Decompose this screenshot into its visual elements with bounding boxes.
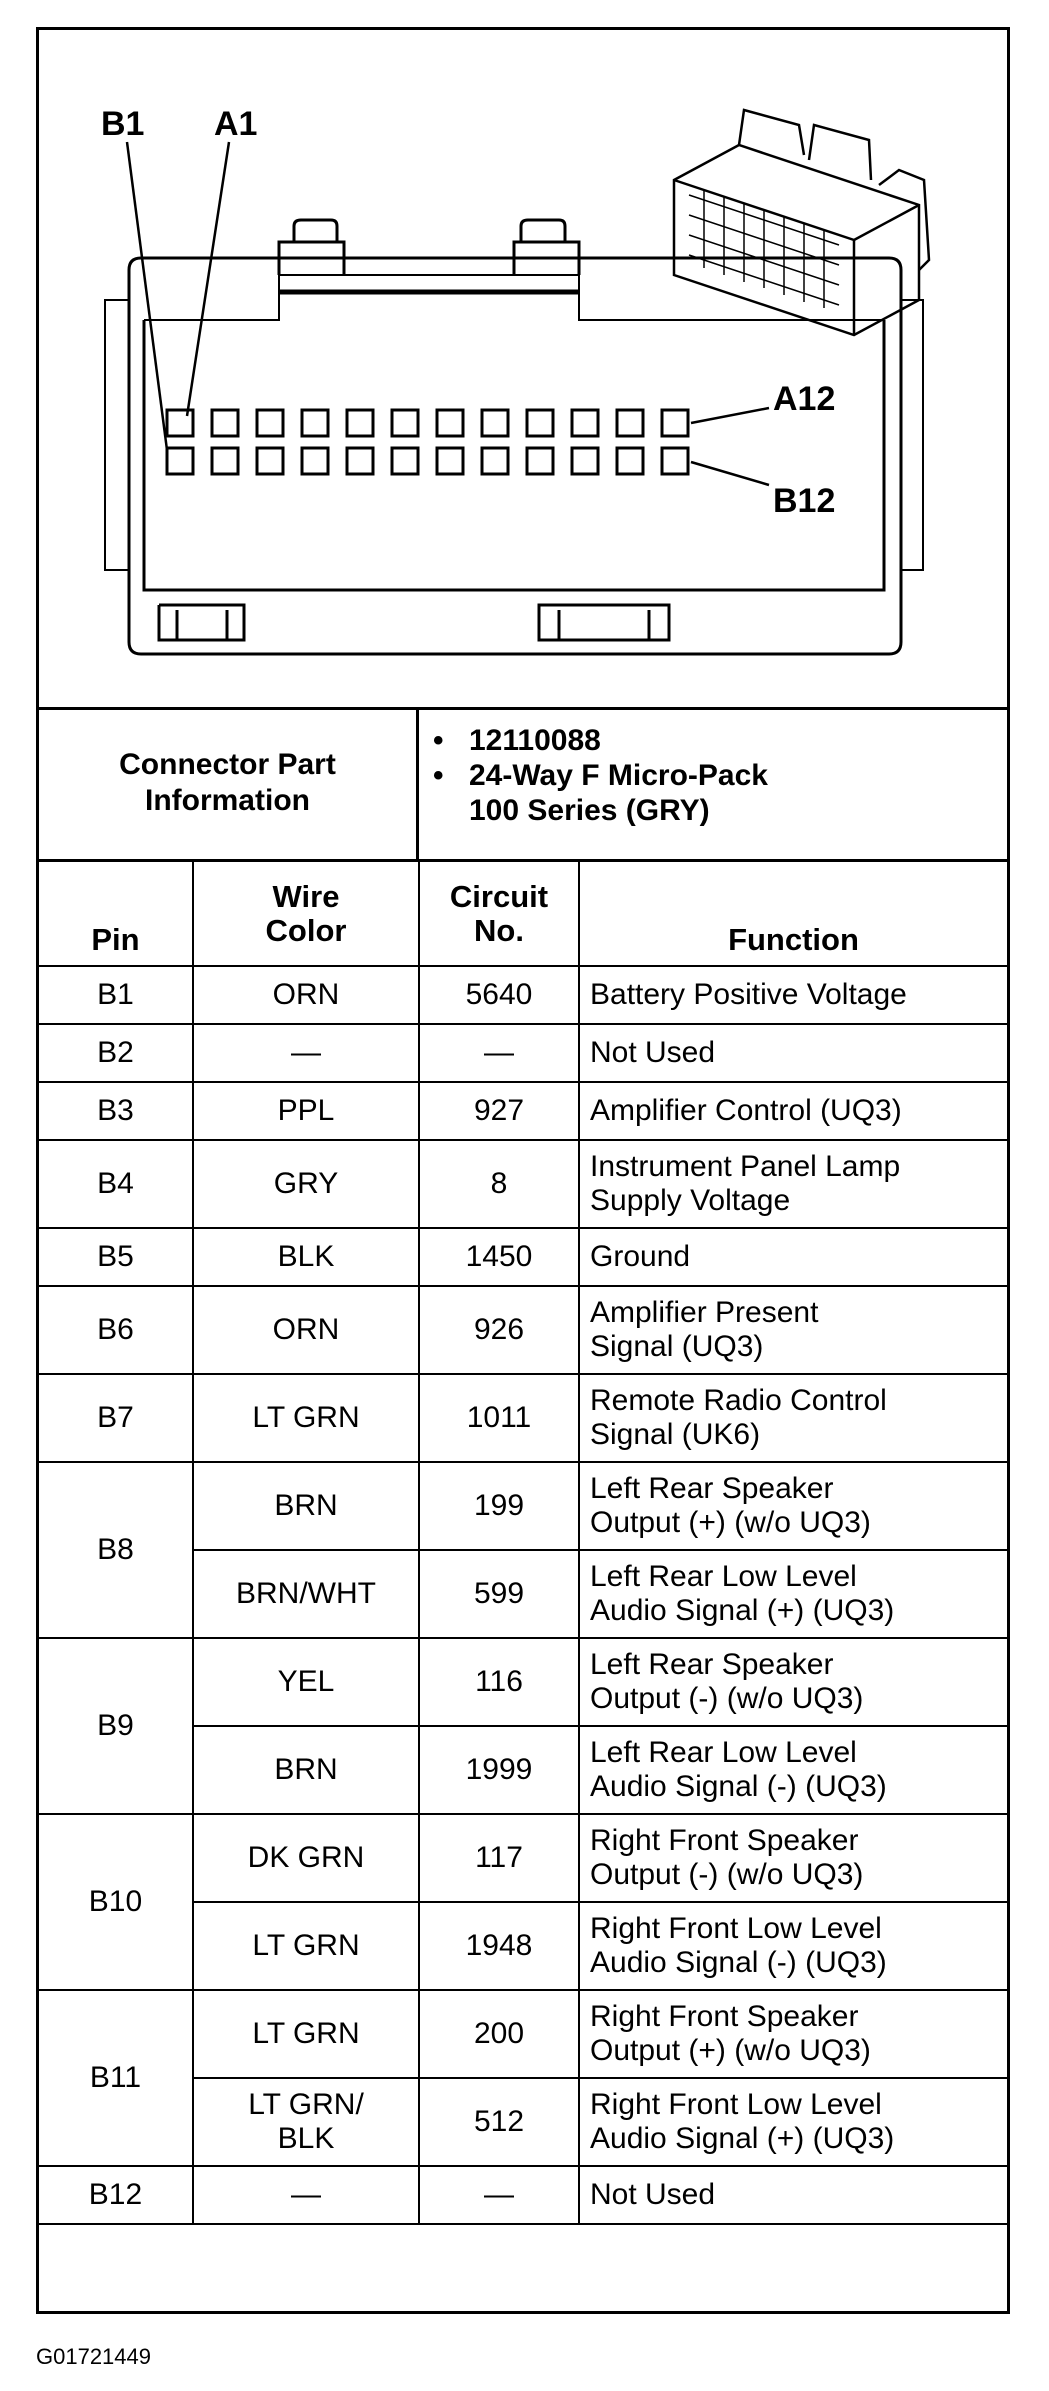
function-line1: Left Rear Speaker xyxy=(590,1648,834,1681)
table-header-row xyxy=(39,862,1007,966)
cell-circuit: 8 xyxy=(419,1140,579,1228)
cell-pin: B1 xyxy=(39,966,193,1024)
function-line2: Supply Voltage xyxy=(590,1184,791,1217)
cell-function xyxy=(579,2078,1007,2166)
part-description xyxy=(469,758,1007,828)
cell-circuit: 116 xyxy=(419,1638,579,1726)
table-row xyxy=(39,2166,1007,2224)
function-line1: Right Front Low Level xyxy=(590,1912,882,1945)
caption-line2: Information xyxy=(144,784,310,817)
caption-line1: Connector Part xyxy=(119,748,336,781)
part-number: • 12110088 xyxy=(469,723,1007,758)
cell-wire: ORN xyxy=(193,1286,419,1374)
function-line1: Left Rear Speaker xyxy=(590,1472,834,1505)
header-wire-line2: Color xyxy=(265,912,347,948)
function-line1: Amplifier Control (UQ3) xyxy=(590,1094,902,1127)
cell-circuit: 927 xyxy=(419,1082,579,1140)
table-row xyxy=(39,1638,1007,1726)
connector-part-info xyxy=(39,707,1007,862)
cell-wire: BRN xyxy=(193,1462,419,1550)
function-line1: Right Front Speaker xyxy=(590,1824,859,1857)
cell-function xyxy=(579,1462,1007,1550)
cell-function xyxy=(579,1228,1007,1286)
label-a1: A1 xyxy=(214,105,258,143)
cell-function xyxy=(579,1726,1007,1814)
header-circuit xyxy=(419,862,579,966)
cell-function xyxy=(579,1374,1007,1462)
label-b12: B12 xyxy=(773,482,836,520)
cell-wire: BRN/WHT xyxy=(193,1550,419,1638)
header-wire-color xyxy=(193,862,419,966)
function-line1: Left Rear Low Level xyxy=(590,1736,857,1769)
function-line1: Instrument Panel Lamp xyxy=(590,1150,901,1183)
cell-circuit: 5640 xyxy=(419,966,579,1024)
function-line2: Output (-) (w/o UQ3) xyxy=(590,1858,864,1891)
cell-function xyxy=(579,1638,1007,1726)
cell-wire: — xyxy=(193,2166,419,2224)
cell-wire: LT GRN xyxy=(193,1374,419,1462)
label-b1: B1 xyxy=(101,105,145,143)
cell-circuit: 926 xyxy=(419,1286,579,1374)
table-row xyxy=(39,1462,1007,1550)
function-line2: Output (+) (w/o UQ3) xyxy=(590,1506,871,1539)
cell-pin: B4 xyxy=(39,1140,193,1228)
cell-pin: B8 xyxy=(39,1462,193,1638)
cell-wire: PPL xyxy=(193,1082,419,1140)
cell-function xyxy=(579,1024,1007,1082)
cell-circuit: 1450 xyxy=(419,1228,579,1286)
function-line2: Signal (UQ3) xyxy=(590,1330,764,1363)
function-line1: Not Used xyxy=(590,1036,716,1069)
function-line1: Not Used xyxy=(590,2178,716,2211)
part-info-caption xyxy=(39,707,419,859)
table-row xyxy=(39,1228,1007,1286)
cell-pin: B5 xyxy=(39,1228,193,1286)
connector-diagram xyxy=(39,30,1007,710)
function-line1: Left Rear Low Level xyxy=(590,1560,857,1593)
table-row xyxy=(39,1024,1007,1082)
function-line1: Right Front Low Level xyxy=(590,2088,882,2121)
function-line2: Audio Signal (-) (UQ3) xyxy=(590,1770,887,1803)
function-line1: Ground xyxy=(590,1240,691,1273)
function-line2: Signal (UK6) xyxy=(590,1418,761,1451)
table-row xyxy=(39,1286,1007,1374)
table-row xyxy=(39,1082,1007,1140)
cell-function xyxy=(579,1990,1007,2078)
cell-wire: LT GRN xyxy=(193,1990,419,2078)
cell-pin: B7 xyxy=(39,1374,193,1462)
cell-function xyxy=(579,1286,1007,1374)
table-row xyxy=(39,1374,1007,1462)
function-line2: Output (-) (w/o UQ3) xyxy=(590,1682,864,1715)
cell-wire: LT GRN xyxy=(193,1902,419,1990)
cell-pin: B12 xyxy=(39,2166,193,2224)
cell-function xyxy=(579,1082,1007,1140)
cell-pin: B9 xyxy=(39,1638,193,1814)
cell-function xyxy=(579,1902,1007,1990)
header-wire-line1: Wire xyxy=(272,878,340,914)
cell-circuit: 199 xyxy=(419,1462,579,1550)
cell-pin: B11 xyxy=(39,1990,193,2166)
function-line2: Audio Signal (+) (UQ3) xyxy=(590,2122,895,2155)
cell-pin: B6 xyxy=(39,1286,193,1374)
cell-pin: B2 xyxy=(39,1024,193,1082)
cell-function xyxy=(579,966,1007,1024)
cell-wire: ORN xyxy=(193,966,419,1024)
cell-circuit: — xyxy=(419,2166,579,2224)
function-line2: Output (+) (w/o UQ3) xyxy=(590,2034,871,2067)
connector-face-drawing xyxy=(39,30,1007,710)
function-line2: Audio Signal (-) (UQ3) xyxy=(590,1946,887,1979)
cell-wire: GRY xyxy=(193,1140,419,1228)
description-line1: 24-Way F Micro-Pack xyxy=(469,759,768,792)
function-line1: Amplifier Present xyxy=(590,1296,819,1329)
cell-circuit: 599 xyxy=(419,1550,579,1638)
connector-sheet xyxy=(36,27,1010,2314)
header-function: Function xyxy=(579,862,1007,966)
cell-circuit: 1948 xyxy=(419,1902,579,1990)
cell-wire: BRN xyxy=(193,1726,419,1814)
cell-circuit: 512 xyxy=(419,2078,579,2166)
table-row xyxy=(39,966,1007,1024)
cell-wire: — xyxy=(193,1024,419,1082)
cell-function xyxy=(579,1140,1007,1228)
function-line1: Battery Positive Voltage xyxy=(590,978,907,1011)
cell-circuit: — xyxy=(419,1024,579,1082)
header-circuit-line1: Circuit xyxy=(449,878,549,914)
cell-circuit: 1011 xyxy=(419,1374,579,1462)
cell-wire: LT GRN/ BLK xyxy=(193,2078,419,2166)
table-row xyxy=(39,1990,1007,2078)
cell-pin: B10 xyxy=(39,1814,193,1990)
table-row xyxy=(39,1140,1007,1228)
part-info-values xyxy=(419,707,1007,859)
cell-wire: BLK xyxy=(193,1228,419,1286)
description-line2: 100 Series (GRY) xyxy=(469,794,710,827)
pinout-table xyxy=(39,862,1007,2225)
cell-function xyxy=(579,2166,1007,2224)
function-line2: Audio Signal (+) (UQ3) xyxy=(590,1594,895,1627)
header-circuit-line2: No. xyxy=(474,912,524,948)
label-a12: A12 xyxy=(773,380,836,418)
cell-function xyxy=(579,1814,1007,1902)
header-pin: Pin xyxy=(39,862,193,966)
cell-circuit: 117 xyxy=(419,1814,579,1902)
cell-circuit: 200 xyxy=(419,1990,579,2078)
cell-pin: B3 xyxy=(39,1082,193,1140)
cell-wire: DK GRN xyxy=(193,1814,419,1902)
function-line1: Right Front Speaker xyxy=(590,2000,859,2033)
function-line1: Remote Radio Control xyxy=(590,1384,887,1417)
cell-wire: YEL xyxy=(193,1638,419,1726)
figure-id: G01721449 xyxy=(36,2344,151,2369)
cell-circuit: 1999 xyxy=(419,1726,579,1814)
cell-function xyxy=(579,1550,1007,1638)
table-row xyxy=(39,1814,1007,1902)
